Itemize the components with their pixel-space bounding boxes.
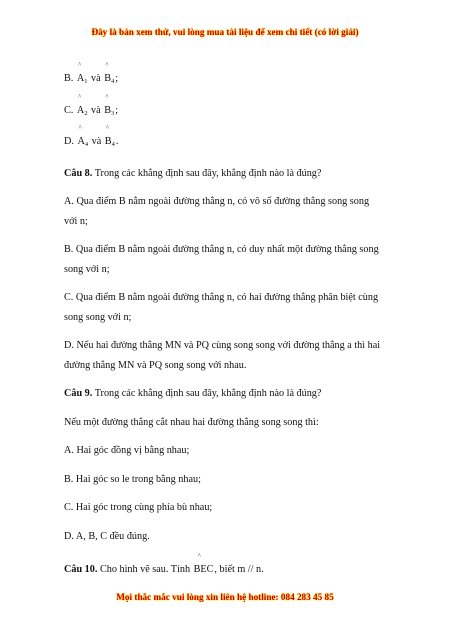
- hotline-banner: Mọi thắc mắc vui lòng xin liên hệ hotline: 084 283 45 85: [116, 592, 334, 602]
- option-b: B. ^ $A_1$ và ^ $B_4$;: [64, 69, 410, 92]
- angle-bec: ^ BEC: [193, 552, 214, 575]
- q8-option-c-cont: song song với n;: [64, 311, 132, 323]
- q8-option-b: B. Qua điểm B nằm ngoài đường thẳng n, có duy nhất một đường thẳng song: [64, 244, 379, 255]
- preview-banner: Đây là bản xem thử, vui lòng mua tài liệu để xem chi tiết (có lời giải): [91, 27, 359, 37]
- option-c: C. ^ $A_2$ và ^ $B_3$;: [64, 101, 410, 124]
- q9-option-b: B. Hai góc so le trong bằng nhau;: [64, 473, 201, 485]
- q8-option-a-cont: với n;: [64, 215, 88, 227]
- question-9: Câu 9. Trong các khẳng định sau đây, khẳng định nào là đúng?: [64, 388, 322, 399]
- q9-option-c: C. Hai góc trong cùng phía bù nhau;: [64, 502, 213, 513]
- q9-option-d: D. A, B, C đều đúng.: [64, 530, 150, 542]
- q8-option-b-cont: song với n;: [64, 263, 110, 275]
- angle-a4: ^ $A_4$: [77, 124, 89, 148]
- q8-option-d-cont: đường thẳng MN và PQ song song với nhau.: [64, 359, 247, 371]
- angle-b4: ^ $B_4$: [104, 61, 115, 85]
- q8-option-d: D. Nếu hai đường thẳng MN và PQ cùng song song với đường thẳng a thì hai: [64, 340, 381, 351]
- angle-b4-second: ^ $B_4$: [104, 124, 115, 148]
- q9-option-a: A. Hai góc đồng vị bằng nhau;: [64, 445, 190, 456]
- angle-a2: ^ $A_2$: [76, 92, 88, 117]
- q8-option-c: C. Qua điểm B nằm ngoài đường thẳng n, có hai đường thẳng phân biệt cùng: [64, 292, 379, 303]
- option-d: D. ^ $A_4$ và ^ $B_4$.: [64, 132, 410, 155]
- angle-b3: ^ $B_3$: [104, 92, 115, 117]
- q9-stem: Nếu một đường thẳng cắt nhau hai đường thẳng song song thì:: [64, 416, 319, 428]
- previous-question-options: [64, 61, 410, 155]
- document-body: [64, 60, 410, 580]
- question-10: Câu 10. Cho hình vẽ sau. Tính ^ BEC, biết m // n.: [64, 560, 410, 580]
- q8-option-a: A. Qua điểm B nằm ngoài đường thẳng n, có vô số đường thẳng song song: [64, 196, 370, 207]
- question-8: Câu 8. Trong các khẳng định sau đây, khẳng định nào là đúng?: [64, 167, 322, 179]
- angle-a1: ^ $A_1$: [76, 61, 88, 85]
